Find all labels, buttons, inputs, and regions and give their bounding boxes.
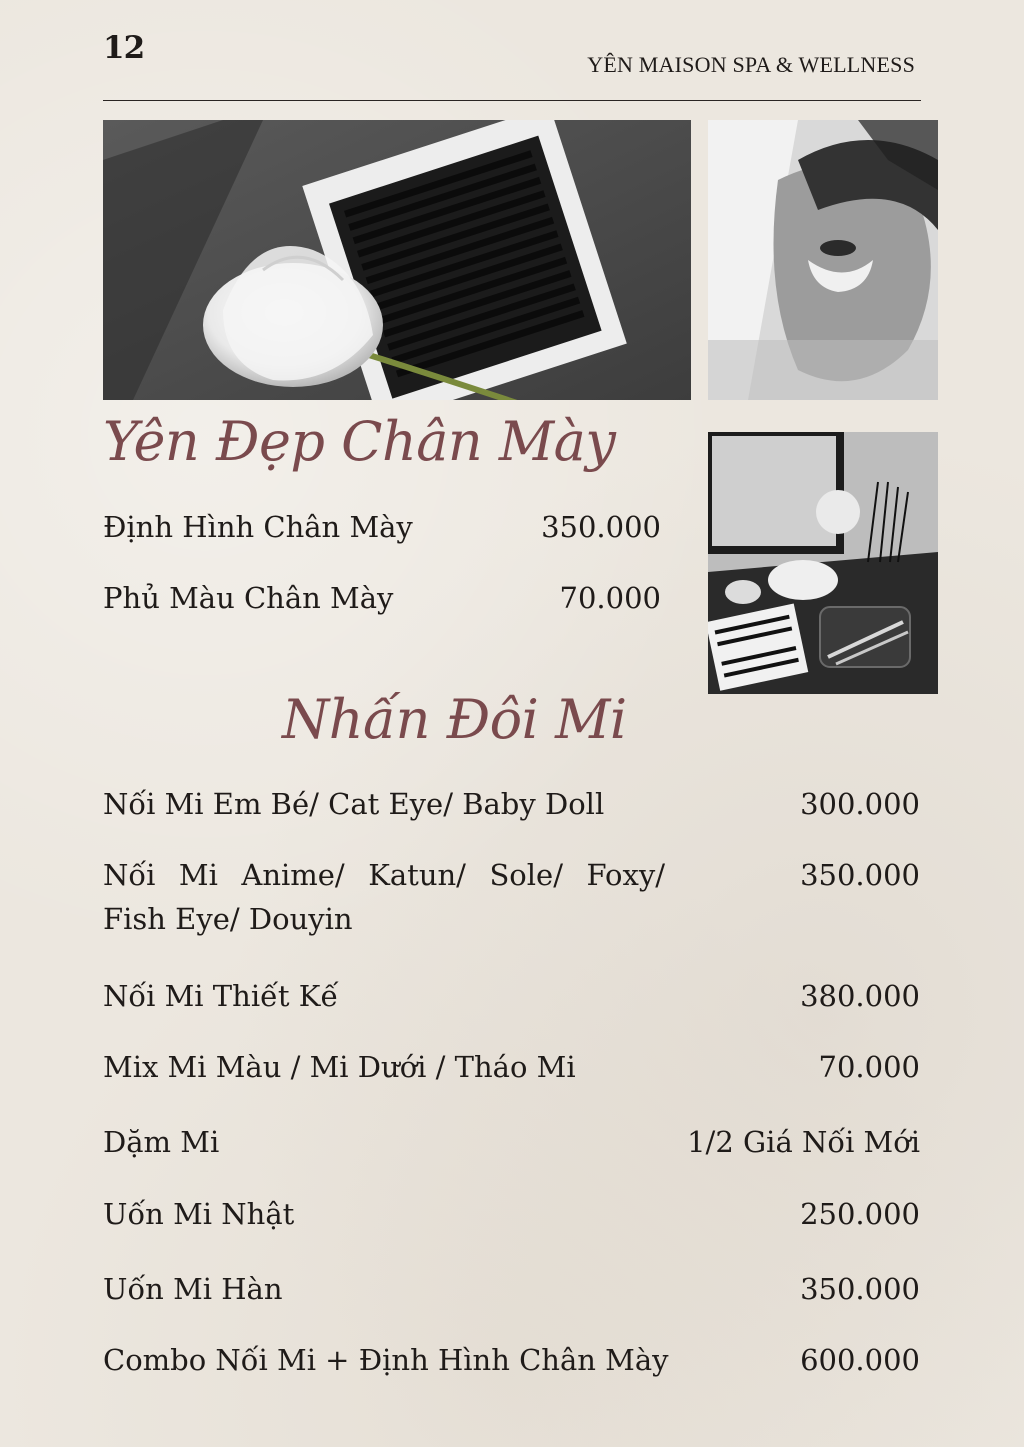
- service-name: Nối Mi Anime/ Katun/ Sole/ Foxy/ Fish Eye/ Douyin: [103, 858, 665, 936]
- service-name: Combo Nối Mi + Định Hình Chân Mày: [103, 1343, 669, 1377]
- service-price: 1/2 Giá Nối Mới: [687, 1125, 920, 1159]
- service-name: Nối Mi Thiết Kế: [103, 979, 339, 1013]
- service-name: Nối Mi Em Bé/ Cat Eye/ Baby Doll: [103, 787, 605, 821]
- service-price: 350.000: [800, 858, 920, 892]
- service-price: 250.000: [800, 1197, 920, 1231]
- service-name: Phủ Màu Chân Mày: [103, 581, 394, 615]
- service-price: 350.000: [800, 1272, 920, 1306]
- brow-section-title: Yên Đẹp Chân Mày: [103, 410, 616, 473]
- service-name: Định Hình Chân Mày: [103, 510, 413, 544]
- service-name: Uốn Mi Hàn: [103, 1272, 283, 1306]
- header-divider: [103, 100, 921, 101]
- eye-patch-portrait-photo: [708, 120, 938, 400]
- service-name: Uốn Mi Nhật: [103, 1197, 295, 1231]
- service-name: Mix Mi Màu / Mi Dưới / Tháo Mi: [103, 1050, 576, 1084]
- service-price: 70.000: [818, 1050, 920, 1084]
- page-number: 12: [103, 30, 145, 66]
- lash-tools-photo: [708, 432, 938, 694]
- service-price: 350.000: [541, 510, 661, 544]
- lash-tray-photo: [103, 120, 691, 400]
- lash-section-title: Nhấn Đôi Mi: [282, 688, 627, 751]
- service-price: 380.000: [800, 979, 920, 1013]
- service-price: 300.000: [800, 787, 920, 821]
- service-price: 70.000: [559, 581, 661, 615]
- brand-name: YÊN MAISON SPA & WELLNESS: [587, 52, 915, 77]
- service-name: Dặm Mi: [103, 1125, 220, 1159]
- service-price: 600.000: [800, 1343, 920, 1377]
